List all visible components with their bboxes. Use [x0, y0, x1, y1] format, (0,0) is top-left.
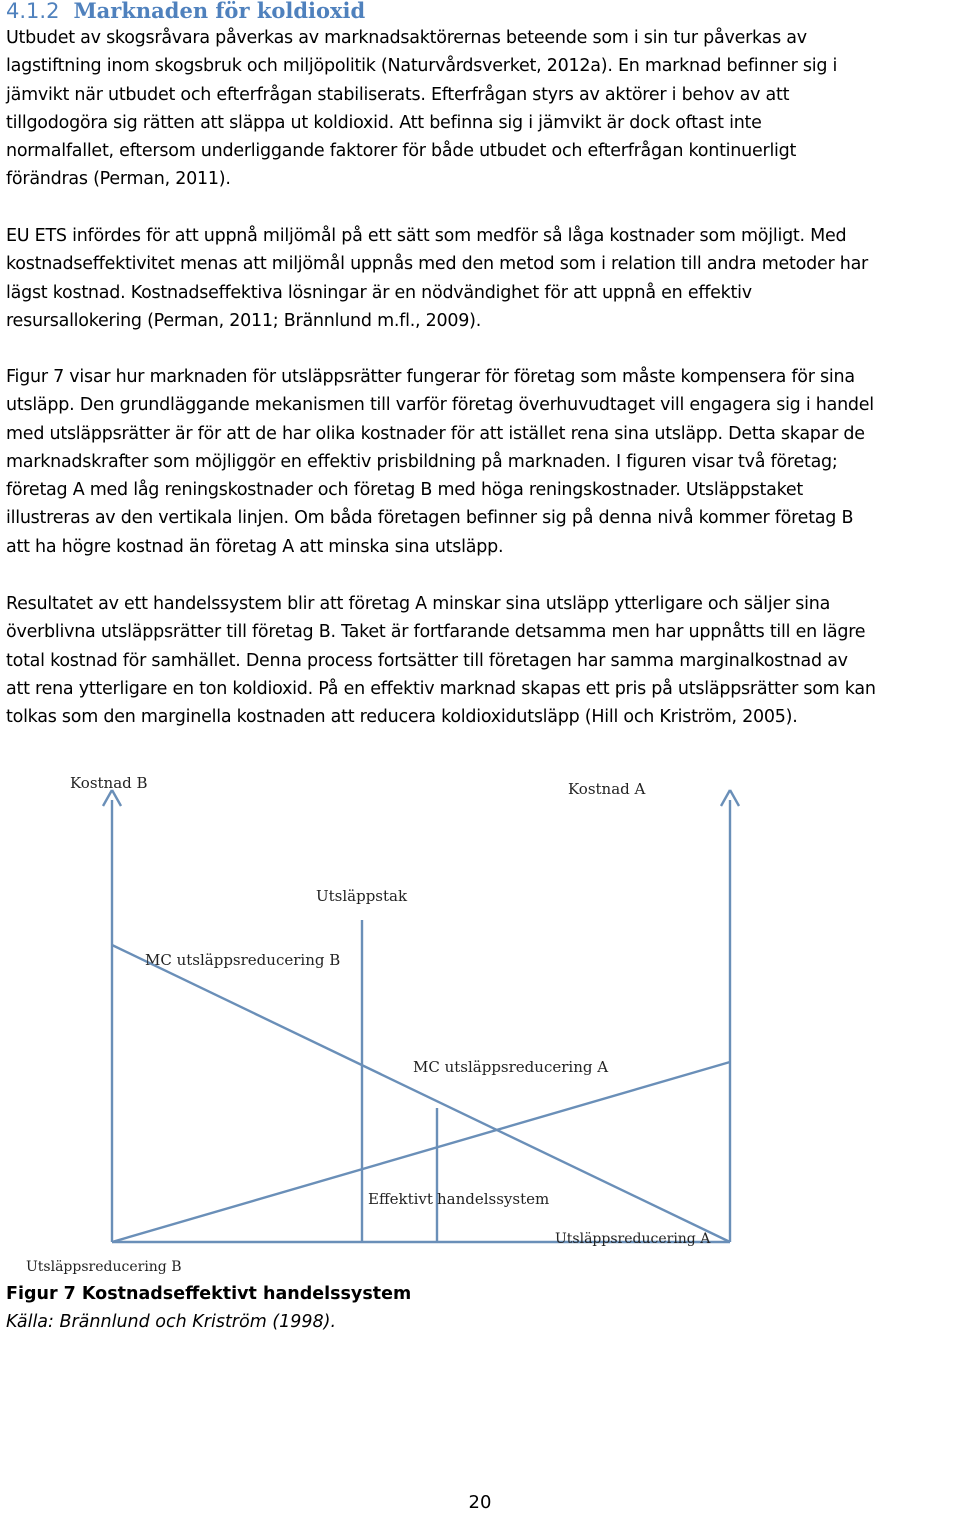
text-line: Figur 7 visar hur marknaden för utsläppsrätter fungerar för företag som måste kompensera för sina [6, 367, 855, 387]
arrow-cost-a-left [721, 790, 730, 806]
arrow-cost-b-right [112, 790, 121, 806]
text-line: normalfallet, eftersom underliggande faktorer för både utbudet och efterfrågan kontinuerligt [6, 141, 797, 162]
text-line: lagstiftning inom skogsbruk och miljöpolitik (Naturvårdsverket, 2012a). En marknad befinner sig i [6, 56, 838, 77]
label-effektivt: Effektivt [368, 1190, 433, 1208]
section-number: 4.1.2 [6, 0, 60, 23]
text-line: resursallokering (Perman, 2011; Brännlund m.fl., 2009). [6, 310, 482, 331]
text-line: Resultatet av ett handelssystem blir att företag A minskar sina utsläpp ytterligare och säljer sina [6, 594, 831, 614]
text-line: illustreras av den vertikala linjen. Om båda företagen befinner sig på denna nivå kommer företag B [6, 508, 854, 529]
text-line: företag A med låg reningskostnader och företag B med höga reningskostnader. Utsläppstaket [6, 480, 804, 501]
caption-source: Källa: Brännlund och Kriström (1998). [6, 1312, 337, 1332]
label-mc-b: MC utsläppsreducering B [145, 951, 341, 969]
section-title: Marknaden för koldioxid [73, 0, 366, 23]
page-number: 20 [468, 1492, 492, 1513]
label-utslapp-b: Utsläppsreducering B [26, 1259, 182, 1275]
section-heading [6, 0, 365, 23]
paragraph-1 [6, 24, 960, 194]
figure-caption [6, 1280, 411, 1336]
text-line: Utbudet av skogsråvara påverkas av marknadsaktörernas beteende som i sin tur påverkas av [6, 28, 807, 48]
text-line: tolkas som den marginella kostnaden att reducera koldioxidutsläpp (Hill och Kriström, 2005). [6, 707, 798, 728]
caption-title: Figur 7 Kostnadseffektivt handelssystem [6, 1284, 412, 1304]
text-line: lägst kostnad. Kostnadseffektiva lösningar är en nödvändighet för att uppnå en effektiv [6, 282, 752, 303]
mc-curve-a [112, 1062, 730, 1242]
paragraph-3 [6, 363, 960, 561]
arrow-cost-a-right [730, 790, 739, 806]
text-line: att ha högre kostnad än företag A att minska sina utsläpp. [6, 536, 504, 557]
label-utslapp-a: Utsläppsreducering A [555, 1231, 711, 1247]
label-handelssystem: handelssystem [437, 1190, 550, 1208]
label-utslappstak: Utsläppstak [316, 887, 408, 905]
label-kostnad-a: Kostnad A [568, 780, 646, 798]
text-line: med utsläppsrätter är för att de har olika kostnader för att istället rena sina utsläpp. Detta skapar de [6, 423, 865, 444]
arrow-cost-b-left [103, 790, 112, 806]
label-kostnad-b: Kostnad B [70, 774, 148, 792]
cost-efficiency-diagram [0, 760, 960, 1280]
label-mc-a: MC utsläppsreducering A [413, 1058, 609, 1076]
text-line: marknadskrafter som möjliggör en effektiv prisbildning på marknaden. I figuren visar två företag; [6, 451, 838, 472]
text-line: tillgodogöra sig rätten att släppa ut koldioxid. Att befinna sig i jämvikt är dock oftast inte [6, 112, 762, 133]
text-line: jämvikt när utbudet och efterfrågan stabiliserats. Efterfrågan styrs av aktörer i behov av att [6, 84, 790, 105]
text-line: total kostnad för samhället. Denna process fortsätter till företagen har samma marginalkostnad av [6, 650, 848, 671]
paragraph-2 [6, 222, 960, 335]
text-line: överblivna utsläppsrätter till företag B. Taket är fortfarande detsamma men har uppnåtts till en lägre [6, 622, 866, 643]
text-line: att rena ytterligare en ton koldioxid. På en effektiv marknad skapas ett pris på utsläppsrätter som kan [6, 678, 876, 699]
paragraph-4 [6, 590, 960, 731]
text-line: utsläpp. Den grundläggande mekanismen till varför företag överhuvudtaget vill engagera sig i handel [6, 395, 874, 416]
text-line: kostnadseffektivitet menas att miljömål uppnås med den metod som i relation till andra metoder har [6, 254, 868, 275]
text-line: EU ETS infördes för att uppnå miljömål på ett sätt som medför så låga kostnader som möjligt. Med [6, 226, 847, 246]
text-line: förändras (Perman, 2011). [6, 169, 231, 190]
